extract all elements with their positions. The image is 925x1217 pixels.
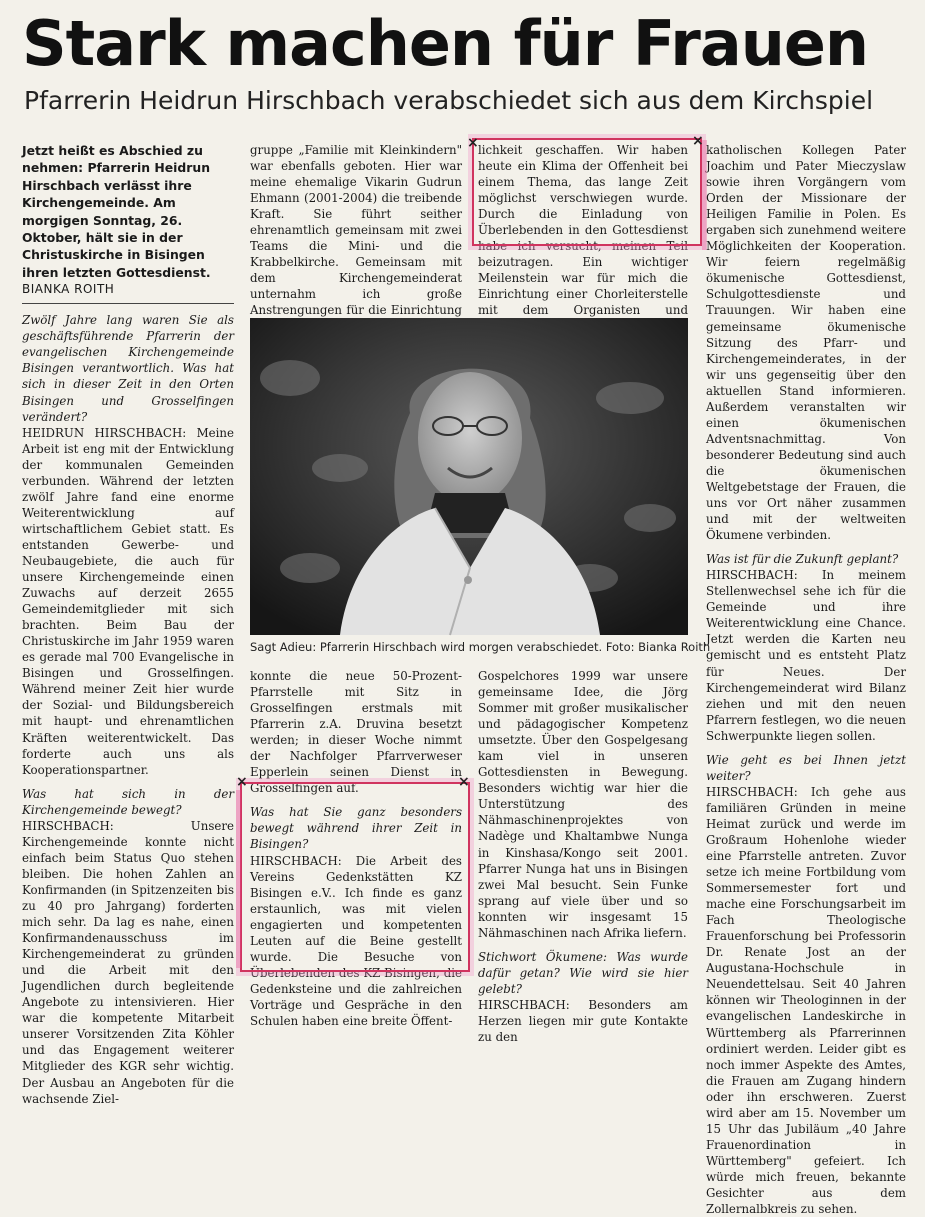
question-3: Was hat Sie ganz besonders bewegt während ihrer Zeit in Bisingen? [250, 805, 462, 852]
photo-caption: Sagt Adieu: Pfarrerin Hirschbach wird morgen verabschiedet. Foto: Bianka Roith [250, 640, 711, 654]
column-3-top [478, 142, 688, 318]
answer-3: HIRSCHBACH: Die Arbeit des Vereins Gedenkstätten KZ Bisingen e.V.. Ich finde es ganz erstaunlich, was mit vielen engagierten und kompetenten Leuten auf die Beine gestellt wurde. Die Besuche von Überlebenden des KZ Bisingen, die Gedenksteine und die zahlreichen Vorträge und Gespräche in den Schulen haben eine breite Öffent- [250, 853, 462, 1028]
highlight-line [236, 790, 241, 968]
question-4: Stichwort Ökumene: Was wurde dafür getan? Wie wird sie hier gelebt? [478, 949, 688, 996]
x-mark-icon: × [236, 774, 248, 790]
column-2-bottom-text: konnte die neue 50-Prozent-Pfarrstelle mit Sitz in Grosselfingen erstmals mit Pfarrerin z.A. Druvina besetzt werden; in dieser Woche nimmt der Nachfolger Pfarrverweser Epperlein seinen Dienst in Grosselfingen auf. [250, 669, 462, 796]
column-2-bottom [250, 668, 462, 1028]
x-mark-icon: × [692, 133, 704, 149]
byline: BIANKA ROITH [22, 282, 115, 297]
question-6: Wie geht es bei Ihnen jetzt weiter? [706, 752, 906, 783]
column-1 [22, 142, 234, 1106]
column-3-top-text: lichkeit geschaffen. Wir haben heute ein Klima der Offenheit bei einem Thema, das lange Zeit möglichst verschwiegen wurde. Durch die Einladung von Überlebenden in den Gottesdienst habe ich versucht, meinen Teil beizutragen. Ein wichtiger Meilenstein war für mich die Einrichtung einer Chorleiterstelle mit dem Organisten und [478, 143, 688, 318]
question-5: Was ist für die Zukunft geplant? [706, 552, 899, 567]
answer-1: HEIDRUN HIRSCHBACH: Meine Arbeit ist eng mit der Entwicklung der kommunalen Gemeinden verbunden. Während der letzten zwölf Jahre fand eine enorme Weiterentwicklung auf wirtschaftlichem Gebiet statt. Es entstanden Gewerbe- und Neubaugebiete, die auch für unsere Kirchengemeinde einen Zuwachs auf derzeit 2655 Gemeindemitglieder mit sich brachten. Beim Bau der Christuskirche im Jahr 1959 waren es gerade mal 700 Evangelische in Bisingen und Grosselfingen. Während meiner Zeit hier wurde der Sozial- und Bildungsbereich mit haupt- und ehrenamtlichen Kräften weiterentwickelt. Das forderte auch uns als Kooperationspartner. [22, 425, 234, 777]
byline-rule [22, 303, 234, 304]
answer-4: HIRSCHBACH: Besonders am Herzen liegen mir gute Kontakte zu den [478, 997, 688, 1045]
column-3-bottom-text: Gospelchores 1999 war unsere gemeinsame Idee, die Jörg Sommer mit großer musikalischer und pädagogischer Kompetenz umsetzte. Über den Gospelgesang kam viel in unseren Gottesdiensten in Bewegung. Besonders wichtig war hier die Unterstützung des Nähmaschinenprojektes von Nadège und Khaltambwe Nunga in Kinshasa/Kongo seit 2001. Pfarrer Nunga hat uns in Bisingen zwei Mal besucht. Sein Funke sprang auf viele über und so konnten wir insgesamt 15 Nähmaschinen nach Afrika liefern. [478, 669, 688, 940]
column-2-top-text: gruppe „Familie mit Kleinkindern" war ebenfalls geboten. Hier war meine ehemalige Vikarin Gudrun Ehmann (2001-2004) die treibende Kraft. Sie führt seither ehrenamtlich gemeinsam mit zwei Teams die Mini- und die Krabbelkirche. Gemeinsam mit dem Kirchengemeinderat unternahm ich große Anstrengungen für die Einrichtung [250, 143, 462, 318]
subheadline: Pfarrerin Heidrun Hirschbach verabschiedet sich aus dem Kirchspiel [24, 86, 874, 115]
column-3-bottom [478, 668, 688, 1045]
column-2-top [250, 142, 462, 318]
answer-2: HIRSCHBACH: Unsere Kirchengemeinde konnte nicht einfach beim Status Quo stehen bleiben. Die hohen Zahlen an Konfirmanden (in Spitzenzeiten bis zu 40 pro Jahrgang) forderten mich sehr. Da lag es nahe, einen Konfirmandenausschuss im Kirchengemeinderat zu gründen und die Arbeit mit den Jugendlichen durch begleitende Angebote zu intensivieren. Hier war die kompetente Mitarbeit unserer Vorsitzenden Zita Köhler und das Engagement weiterer Mitglieder des KGR sehr wichtig. Der Ausbau an Angeboten für die wachsende Ziel- [22, 818, 234, 1106]
column-4-text-1: katholischen Kollegen Pater Joachim und Pater Mieczyslaw sowie ihren Vorgängern vom Orden der Missionare der Heiligen Familie in Polen. Es ergaben sich zunehmend weitere Möglichkeiten der Kooperation. Wir feiern regelmäßig ökumenische Gottesdienst, Schulgottesdienste und Trauungen. Wir haben eine gemeinsame ökumenische Sitzung des Pfarr- und Kirchengemeinderates, in der wir uns gegenseitig über den aktuellen Stand informieren. Außerdem veranstalten wir einen ökumenischen Adventsnachmittag. Von besonderer Bedeutung sind auch die ökumenischen Weltgebetstage der Frauen, die uns vor Ort näher zusammen und mit der weltweiten Ökumene verbinden. [706, 143, 906, 543]
column-4 [706, 142, 906, 1217]
portrait-photo [250, 318, 688, 635]
question-2: Was hat sich in der Kirchengemeinde bewegt? [22, 786, 234, 817]
answer-5: HIRSCHBACH: In meinem Stellenwechsel sehe ich für die Gemeinde und ihre Weiterentwicklung eine Chance. Jetzt werden die Karten neu gemischt und es entsteht Platz für Neues. Der Kirchengemeinderat wird Bilanz ziehen und mit den neuen Pfarrern festlegen, wo die neuen Schwerpunkte liegen sollen. [706, 568, 906, 743]
question-1: Zwölf Jahre lang waren Sie als geschäftsführende Pfarrerin der evangelischen Kirchengemeinde Bisingen verantwortlich. Was hat sich in dieser Zeit in den Orten Bisingen und Grosselfingen verändert? [22, 313, 234, 424]
x-mark-icon: × [458, 774, 470, 790]
x-mark-icon: × [467, 135, 479, 151]
headline: Stark machen für Frauen [22, 7, 869, 80]
intro-text: Jetzt heißt es Abschied zu nehmen: Pfarrerin Heidrun Hirschbach verlässt ihre Kirchengemeinde. Am morgigen Sonntag, 26. Oktober, hält sie in der Christuskirche in Bisingen ihren letzten Gottesdienst. [22, 143, 211, 280]
answer-6: HIRSCHBACH: Ich gehe aus familiären Gründen in meine Heimat zurück und werde im Großraum Hohenlohe wieder eine Pfarrstelle antreten. Zuvor setze ich meine Fortbildung vom Sommersemester fort und mache eine Forschungsarbeit im Fach Theologische Frauenforschung bei Professorin Dr. Renate Jost an der Augustana-Hochschule in Neuendettelsau. Seit 40 Jahren können wir Theologinnen in der evangelischen Landeskirche in Württemberg als Pfarrerinnen ordiniert werden. Leider gibt es noch immer Aspekte des Amtes, die Frauen am Zugang hindern oder ihn erschweren. Zuerst wird aber am 15. November um 15 Uhr das Jubiläum „40 Jahre Frauenordination in Württemberg" gefeiert. Ich würde mich freuen, bekannte Gesichter aus dem Zollernalbkreis zu sehen. [706, 784, 906, 1217]
